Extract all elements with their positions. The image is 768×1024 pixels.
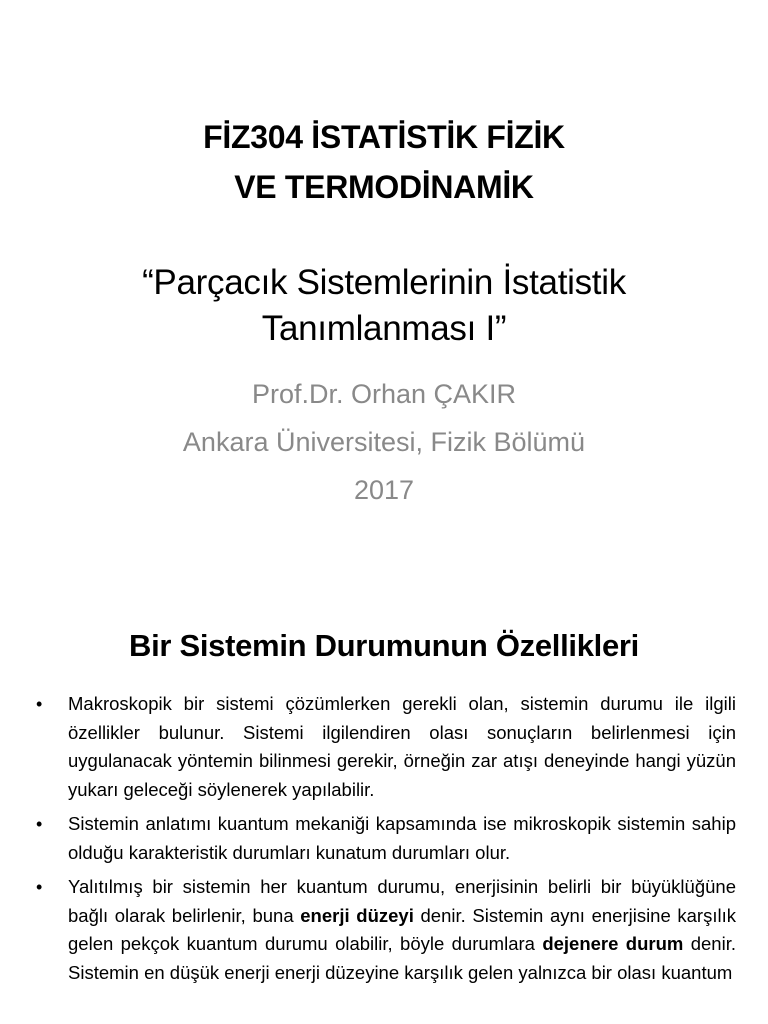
content-slide xyxy=(0,576,768,1024)
course-title xyxy=(0,112,768,212)
bullet-text-part: Yalıtılmış bir sistemin her kuantum durumu, enerjisinin belirli bir büyüklüğüne bağlı olarak belirlenir, buna xyxy=(68,876,736,926)
year: 2017 xyxy=(353,475,415,505)
lecture-subtitle-line1: “Parçacık Sistemlerinin İstatistik xyxy=(142,263,626,302)
bullet-text-part: denir. Sistemin en düşük enerji enerji düzeyine karşılık gelen yalnızca bir olası kuantum xyxy=(68,933,736,983)
term-degenerate-state: dejenere durum xyxy=(542,933,684,954)
course-title-line2: VE TERMODİNAMİK xyxy=(234,169,534,205)
term-energy-level: enerji düzeyi xyxy=(300,904,414,926)
course-title-line1: FİZ304 İSTATİSTİK FİZİK xyxy=(203,119,565,155)
bullet-item xyxy=(36,690,736,804)
lecture-subtitle-line2: Tanımlanması I” xyxy=(261,309,507,348)
author-block xyxy=(0,370,768,514)
bullet-icon: • xyxy=(36,814,43,834)
bullet-icon: • xyxy=(36,694,43,714)
bullet-icon: • xyxy=(36,877,43,897)
lecture-subtitle xyxy=(0,260,768,352)
bullet-text: Makroskopik bir sistemi çözümlerken gerekli olan, sistemin durumu ile ilgili özellikler bulunur. Sistemi ilgilendiren olası sonuçların belirlenmesi için uygulanacak yöntemin bilinmesi gerekir, örneğin zar atışı deneyinde hangi yüzün yukarı geleceği söylenerek yapılabilir. xyxy=(68,693,736,800)
slide-title: Bir Sistemin Durumunun Özellikleri xyxy=(128,628,639,663)
bullet-item xyxy=(36,873,736,987)
bullet-list xyxy=(36,690,736,993)
bullet-text-part: denir. Sistemin aynı enerjisine karşılık gelen pekçok kuantum durumu olabilir, böyle durumlara xyxy=(68,904,736,954)
bullet-item xyxy=(36,810,736,867)
author-name: Prof.Dr. Orhan ÇAKIR xyxy=(251,379,517,409)
bullet-text: Sistemin anlatımı kuantum mekaniği kapsamında ise mikroskopik sistemin sahip olduğu karakteristik durumları kunatum durumları olur. xyxy=(68,813,736,863)
affiliation: Ankara Üniversitesi, Fizik Bölümü xyxy=(182,427,586,457)
bullet-text xyxy=(68,876,736,983)
